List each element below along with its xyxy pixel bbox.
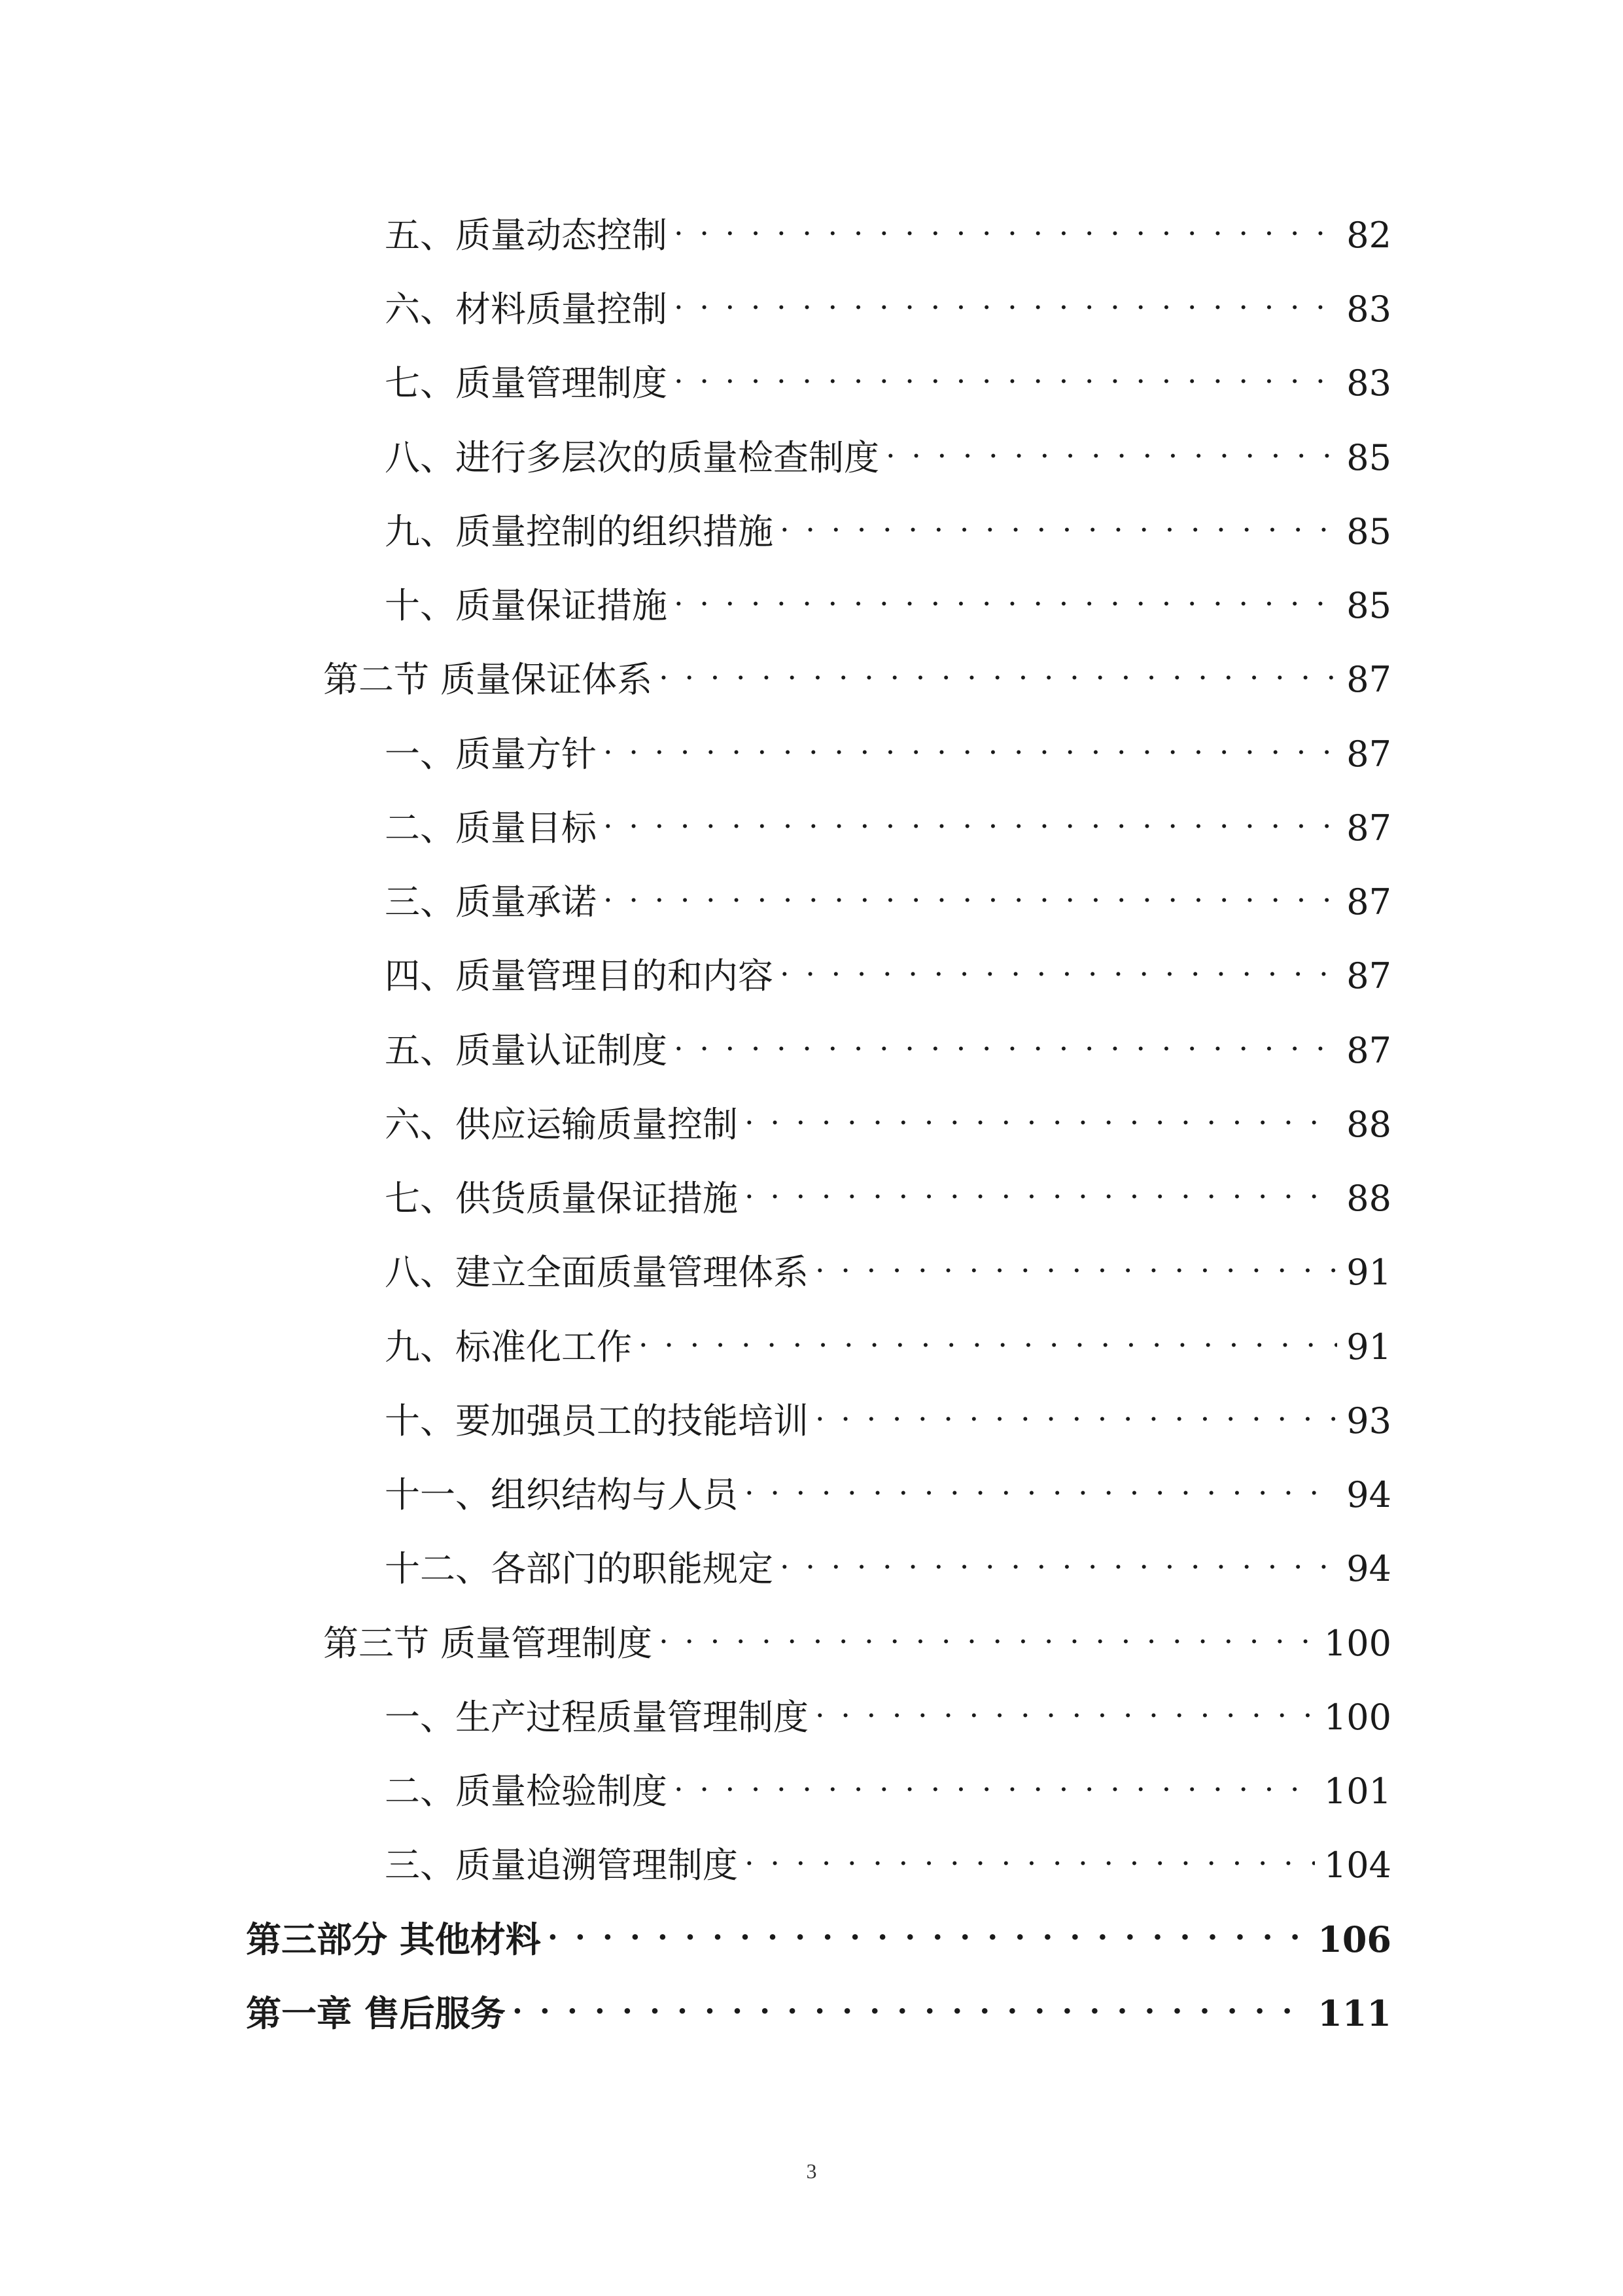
toc-entry-section[interactable] [323, 1610, 1391, 1664]
toc-entry[interactable] [385, 1831, 1391, 1886]
toc-entry-page: 87 [1346, 659, 1391, 700]
toc-entry-title: 二、质量目标 [385, 807, 597, 849]
toc-entry-page: 100 [1323, 1623, 1391, 1664]
toc-entry[interactable] [385, 202, 1391, 256]
toc-entry-section[interactable] [323, 646, 1391, 700]
toc-entry-title: 九、标准化工作 [385, 1326, 632, 1368]
toc-entry-title: 第一章 售后服务 [246, 1992, 506, 2034]
toc-entry-title: 十二、各部门的职能规定 [385, 1548, 773, 1589]
toc-dot-leader [780, 942, 1337, 988]
toc-entry-page: 85 [1346, 585, 1391, 626]
toc-entry-page: 93 [1346, 1400, 1391, 1441]
toc-dot-leader [659, 646, 1337, 692]
toc-entry-page: 83 [1346, 289, 1391, 330]
toc-dot-leader [603, 720, 1337, 766]
toc-entry[interactable] [385, 498, 1391, 552]
toc-entry-page: 82 [1346, 215, 1391, 256]
toc-dot-leader [674, 275, 1337, 321]
toc-entry[interactable] [385, 1165, 1391, 1219]
toc-entry[interactable] [385, 349, 1391, 404]
toc-entry-title: 十、质量保证措施 [385, 585, 667, 626]
toc-entry-title: 七、供货质量保证措施 [385, 1178, 738, 1219]
toc-entry[interactable] [385, 1535, 1391, 1589]
toc-entry[interactable] [385, 720, 1391, 775]
toc-entry-page: 87 [1346, 1030, 1391, 1071]
toc-entry-title: 八、建立全面质量管理体系 [385, 1252, 809, 1293]
toc-entry-part[interactable] [246, 1906, 1391, 1960]
toc-dot-leader [780, 498, 1337, 544]
toc-dot-leader [815, 1387, 1337, 1433]
toc-entry[interactable] [385, 1757, 1391, 1812]
toc-entry-page: 87 [1346, 955, 1391, 997]
toc-dot-leader [674, 349, 1337, 395]
toc-entry-page: 88 [1346, 1104, 1391, 1145]
toc-dot-leader [603, 868, 1337, 914]
toc-entry[interactable] [385, 1313, 1391, 1368]
toc-entry-chapter[interactable] [246, 1980, 1391, 2034]
toc-entry-page: 91 [1346, 1252, 1391, 1293]
toc-entry-title: 五、质量认证制度 [385, 1030, 667, 1071]
toc-entry-title: 二、质量检验制度 [385, 1771, 667, 1812]
page-number: 3 [806, 2159, 817, 2183]
toc-entry-page: 94 [1346, 1474, 1391, 1515]
toc-entry-title: 五、质量动态控制 [385, 215, 667, 256]
toc-entry-title: 十一、组织结构与人员 [385, 1474, 738, 1515]
toc-dot-leader [744, 1165, 1337, 1210]
toc-entry-page: 91 [1346, 1326, 1391, 1368]
toc-entry[interactable] [385, 1387, 1391, 1441]
toc-entry[interactable] [385, 868, 1391, 923]
toc-entry-page: 104 [1323, 1845, 1391, 1886]
toc-entry-title: 三、质量承诺 [385, 881, 597, 923]
toc-entry[interactable] [385, 794, 1391, 849]
toc-entry-title: 第三部分 其他材料 [246, 1918, 541, 1960]
toc-entry-page: 106 [1318, 1918, 1391, 1960]
toc-dot-leader [548, 1906, 1308, 1952]
toc-entry-page: 87 [1346, 807, 1391, 849]
toc-dot-leader [815, 1239, 1337, 1284]
toc-entry-title: 七、质量管理制度 [385, 362, 667, 404]
toc-dot-leader [603, 794, 1337, 840]
toc-entry[interactable] [385, 1684, 1391, 1738]
toc-entry-page: 87 [1346, 733, 1391, 775]
toc-dot-leader [744, 1461, 1337, 1507]
toc-entry-page: 85 [1346, 511, 1391, 552]
toc-entry[interactable] [385, 1017, 1391, 1071]
toc-entry[interactable] [385, 942, 1391, 997]
toc-entry-title: 六、材料质量控制 [385, 289, 667, 330]
toc-entry-title: 四、质量管理目的和内容 [385, 955, 773, 997]
toc-dot-leader [674, 202, 1337, 247]
toc-entry-title: 六、供应运输质量控制 [385, 1104, 738, 1145]
toc-entry-title: 十、要加强员工的技能培训 [385, 1400, 809, 1441]
toc-entry-title: 一、生产过程质量管理制度 [385, 1697, 809, 1738]
toc-entry-page: 94 [1346, 1548, 1391, 1589]
toc-entry[interactable] [385, 572, 1391, 626]
toc-entry-page: 85 [1346, 437, 1391, 478]
toc-dot-leader [674, 1017, 1337, 1063]
toc-dot-leader [744, 1091, 1337, 1137]
toc-entry-page: 83 [1346, 362, 1391, 404]
toc-entry-title: 第二节 质量保证体系 [323, 659, 653, 700]
toc-entry-page: 87 [1346, 881, 1391, 923]
toc-dot-leader [638, 1313, 1337, 1359]
toc-entry-page: 100 [1323, 1697, 1391, 1738]
toc-dot-leader [886, 424, 1337, 470]
toc-entry[interactable] [385, 1461, 1391, 1515]
toc-entry[interactable] [385, 275, 1391, 330]
toc-entry-title: 第三节 质量管理制度 [323, 1623, 653, 1664]
toc-entry-title: 八、进行多层次的质量检查制度 [385, 437, 879, 478]
toc-dot-leader [659, 1610, 1315, 1655]
toc-dot-leader [512, 1980, 1308, 2026]
toc-entry-title: 三、质量追溯管理制度 [385, 1845, 738, 1886]
toc-dot-leader [674, 1757, 1315, 1803]
toc-dot-leader [744, 1831, 1315, 1877]
toc-entry-page: 101 [1323, 1771, 1391, 1812]
toc-entry-title: 一、质量方针 [385, 733, 597, 775]
toc-entry-page: 88 [1346, 1178, 1391, 1219]
toc-dot-leader [674, 572, 1337, 618]
toc-entry[interactable] [385, 1239, 1391, 1293]
toc-dot-leader [780, 1535, 1337, 1581]
toc-entry[interactable] [385, 424, 1391, 478]
toc-entry[interactable] [385, 1091, 1391, 1145]
toc-entry-page: 111 [1318, 1992, 1391, 2034]
toc-dot-leader [815, 1684, 1315, 1729]
toc-entry-title: 九、质量控制的组织措施 [385, 511, 773, 552]
